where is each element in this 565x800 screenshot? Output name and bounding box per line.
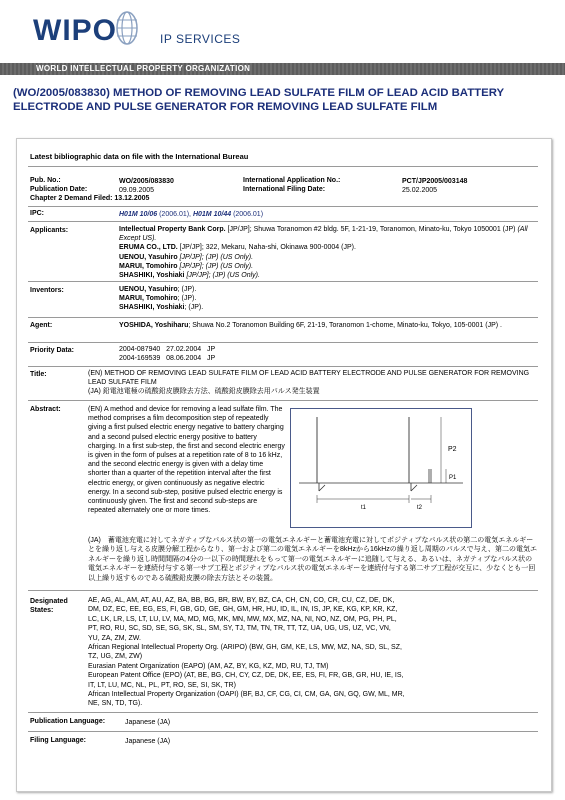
pub-no-label: Pub. No.: — [30, 177, 61, 184]
pub-no-value: WO/2005/083830 — [119, 178, 174, 185]
divider — [28, 590, 538, 591]
filing-language-value: Japanese (JA) — [125, 738, 171, 745]
divider — [28, 731, 538, 732]
designated-label: Designated States: — [30, 598, 68, 614]
divider — [28, 712, 538, 713]
globe-icon — [112, 6, 142, 56]
divider — [28, 342, 538, 343]
p2-label: P2 — [448, 446, 457, 453]
wipo-header — [0, 0, 565, 72]
ipc-code-link[interactable]: H01M 10/06 — [119, 211, 158, 218]
wipo-logo[interactable]: WIPO — [33, 14, 117, 47]
divider — [28, 206, 538, 207]
intl-filing-value: 25.02.2005 — [402, 187, 438, 194]
inventors-label: Inventors: — [30, 287, 64, 294]
title-value: (EN) METHOD OF REMOVING LEAD SULFATE FILM OF LEAD ACID BATTERY ELECTRODE AND PULSE GENERATOR FOR REMOVING LEAD SULFATE FILM (JA) 鉛電池電極の硫酸鉛皮膜除去方法、硫酸鉛皮膜除去用パルス発生装置 — [88, 370, 530, 396]
publication-language-value: Japanese (JA) — [125, 719, 171, 726]
section-heading: Latest bibliographic data on file with the International Bureau — [30, 152, 249, 161]
agent-label: Agent: — [30, 322, 53, 329]
pulse-waveform-figure — [290, 408, 472, 528]
divider — [28, 366, 538, 367]
abstract-en: (EN) A method and device for removing a lead sulfate film. The method comprises a film decomposition step of repeatedly giving a first pulsed electric energy negative to battery charging and a second pulsed electric energy positive to battery charging. In a first sub-step, the first and second electric energy is given in the form of pulses at a repetition rate of 8 to 16 kHz, and the second electric energy is given with a delay time shorter than a quarter of the repetition interval after the first electric energy, or given continuously as negative electric energy. In a second sub-step, positive pulsed electric energy is continuously given. The first and second sub-steps are repeated alternately one or more times. — [88, 406, 285, 515]
ipc-label: IPC: — [30, 210, 44, 217]
t2-label: t2 — [417, 505, 423, 511]
divider — [28, 400, 538, 401]
pub-date-label: Publication Date: — [30, 186, 88, 193]
ipc-code-link[interactable]: H01M 10/44 — [192, 211, 232, 218]
ipc-value: H01M 10/06 (2006.01), H01M 10/44 (2006.01) — [119, 211, 264, 218]
applicants-label: Applicants: — [30, 227, 69, 234]
inventors-value: UENOU, Yasuhiro; (JP). MARUI, Tomohiro; (JP). SHASHIKI, Yoshiaki; (JP). — [119, 286, 204, 312]
divider — [28, 166, 538, 167]
divider — [28, 317, 538, 318]
t1-label: t1 — [361, 505, 367, 511]
filing-language-label: Filing Language: — [30, 737, 86, 744]
pub-date-value: 09.09.2005 — [119, 187, 155, 194]
divider — [28, 221, 538, 222]
intl-app-label: International Application No.: — [243, 177, 341, 184]
intl-app-value: PCT/JP2005/003148 — [402, 178, 468, 185]
priority-value: 2004-087940 27.02.2004 JP 2004-169539 08.06.2004 JP — [119, 346, 216, 363]
designated-states-value: AE, AG, AL, AM, AT, AU, AZ, BA, BB, BG, BR, BW, BY, BZ, CA, CH, CN, CO, CR, CU, CZ, DE, DK, DM, DZ, EC, EE, EG, ES, FI, GB, GD, GE, GH, GM, HR, HU, ID, IL, IN, IS, JP, KE, KG, KP, KR, KZ, LC, LK, LR, LS, LT, LU, LV, MA, MD, MG, MK, MN, MW, MX, MZ, NA, NI, NO, NZ, OM, PG, PH, PL, PT, RO, RU, SC, SD, SE, SG, SK, SL, SM, SY, TJ, TM, TN, TR, TT, TZ, UA, UG, US, UZ, VC, VN, YU, ZA, ZM, ZW. African Regional Intellectual Property Org. (ARIPO) (BW, GH, GM, KE, LS, MW, MZ, NA, SD, SL, SZ, TZ, UG, ZM, ZW) Eurasian Patent Organization (EAPO) (AM, AZ, BY, KG, KZ, MD, RU, TJ, TM) European Patent Office (EPO) (AT, BE, BG, CH, CY, CZ, DE, DK, EE, ES, FI, FR, GB, GR, HU, IE, IS, IT, LT, LU, MC, NL, PL, PT, RO, SE, SI, SK, TR) African Intellectual Property Organization (OAPI) (BF, BJ, CF, CG, CI, CM, GA, GN, GQ, GW, ML, MR, NE, SN, TD, TG). — [88, 597, 405, 708]
agent-value: YOSHIDA, Yoshiharu; Shuwa No.2 Toranomon Building 6F, 21-19, Toranomon 1-chome, Minato-ku, Tokyo, 105-0001 (JP) . — [119, 322, 502, 329]
p1-label: P1 — [449, 475, 457, 481]
applicants-value: Intellectual Property Bank Corp. [JP/JP]; Shuwa Toranomon #2 bldg. 5F, 1-21-19, Toranomon, Minato-ku, Tokyo 1050001 (JP) (All Except US). ERUMA CO., LTD. [JP/JP]; 322, Mekaru, Naha-shi, Okinawa 900-0004 (JP). UENOU, Yasuhiro [JP/JP]; (JP) (US Only). MARUI, Tomohiro [JP/JP]; (JP) (US Only). SHASHIKI, Yoshiaki [JP/JP]; (JP) (US Only). — [119, 226, 528, 280]
priority-label: Priority Data: — [30, 347, 74, 354]
organization-name: WORLD INTELLECTUAL PROPERTY ORGANIZATION — [36, 64, 251, 73]
intl-filing-label: International Filing Date: — [243, 186, 326, 193]
abstract-ja: (JA) 蓄電池充電に対してネガティブなパルス状の第一の電気エネルギーと蓄電池充電に対してポジティブなパルス状の第二の電気エネルギーとを繰り返し与える皮膜分解工程からなり、第一および第二の電気エネルギーを8kHzから16kHzの繰り返し周期のパルスで与え、第二の電気エネルギーを繰り返し時間間隔の4分の一以下の時間遅れをもって第一の電気エネルギーに追随して与える、あるいは、ネガティブなパルス状の電気エネルギーを連続付与する第一サブ工程とポジティブなパルス状の電気エネルギーを連続付与する第二サブ工程が交互に、少なくとも一回以上繰り返すものである硫酸鉛皮膜の除去方法とその装置。 — [88, 537, 537, 582]
chapter2-demand: Chapter 2 Demand Filed: 13.12.2005 — [30, 195, 150, 202]
page-title: (WO/2005/083830) METHOD OF REMOVING LEAD SULFATE FILM OF LEAD ACID BATTERY ELECTRODE AND PULSE GENERATOR FOR REMOVING LEAD SULFATE FILM — [13, 87, 504, 113]
divider — [28, 281, 538, 282]
abstract-label: Abstract: — [30, 406, 61, 413]
ip-services-label: IP SERVICES — [160, 32, 241, 46]
publication-language-label: Publication Language: — [30, 718, 106, 725]
title-label: Title: — [30, 371, 47, 378]
